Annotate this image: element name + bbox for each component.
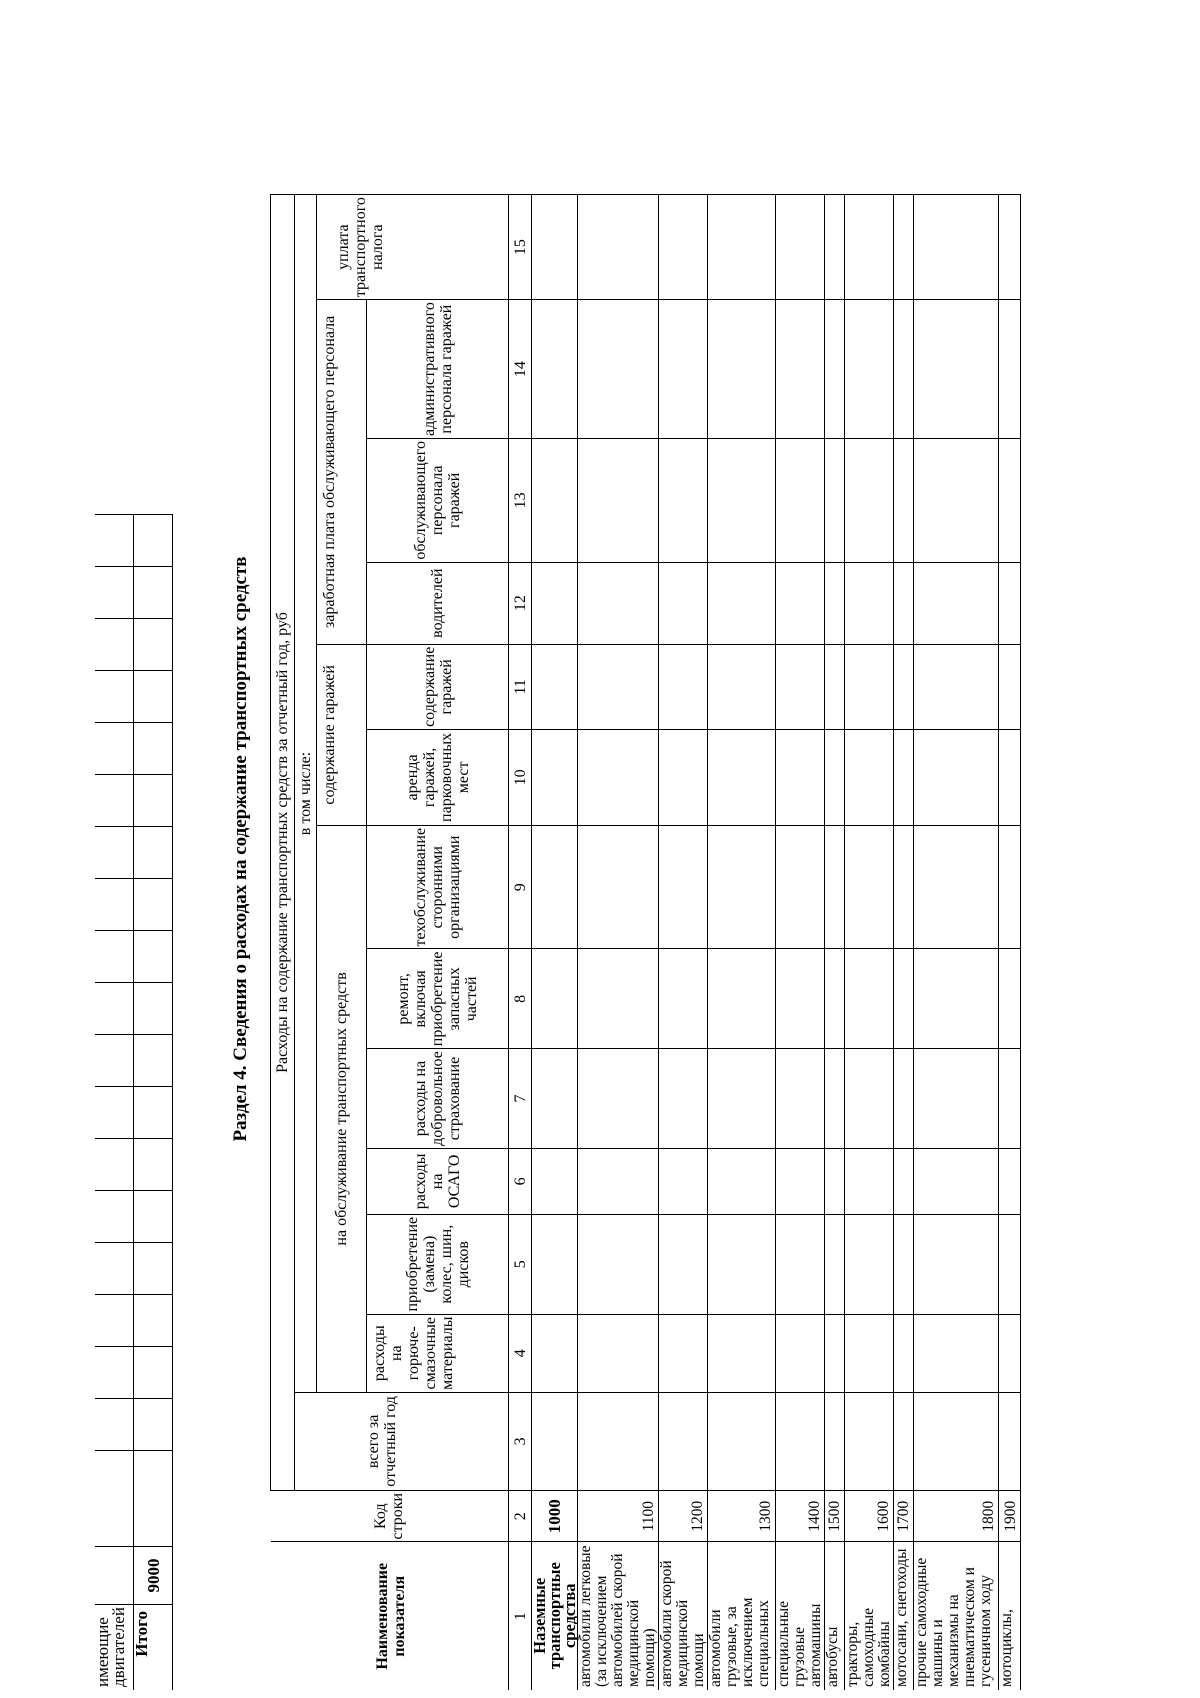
input-cell[interactable] bbox=[845, 644, 894, 729]
input-cell[interactable] bbox=[776, 195, 825, 300]
input-cell[interactable] bbox=[532, 1214, 578, 1314]
input-cell[interactable] bbox=[578, 949, 659, 1049]
input-cell[interactable] bbox=[999, 562, 1021, 644]
total-label: Итого bbox=[134, 1605, 173, 1690]
input-cell[interactable] bbox=[825, 562, 845, 644]
input-cell[interactable] bbox=[532, 1049, 578, 1149]
input-cell[interactable] bbox=[708, 949, 776, 1049]
row-name: автомобили грузовые, за исключением специальных bbox=[708, 1542, 776, 1690]
column-header-code: Код строки bbox=[271, 1490, 509, 1542]
column-header-salary: заработная плата обслуживающего персонала bbox=[317, 300, 367, 645]
header-row bbox=[295, 195, 317, 1690]
column-number: 3 bbox=[509, 1392, 532, 1490]
input-cell[interactable] bbox=[659, 1314, 708, 1392]
input-cell[interactable] bbox=[825, 1214, 845, 1314]
column-header-garages: содержание гаражей bbox=[317, 644, 367, 825]
row-name: специальные грузовые автомашины bbox=[776, 1542, 825, 1690]
input-cell[interactable] bbox=[914, 729, 999, 825]
previous-section-table bbox=[95, 514, 173, 1690]
column-header-fuel: расходы на горюче-смазочные материалы bbox=[367, 1314, 509, 1392]
column-number-row bbox=[509, 195, 532, 1690]
input-cell[interactable] bbox=[532, 1392, 578, 1490]
input-cell[interactable] bbox=[825, 1148, 845, 1214]
input-cell[interactable] bbox=[825, 1314, 845, 1392]
input-cell[interactable] bbox=[578, 1392, 659, 1490]
input-cell[interactable] bbox=[708, 1214, 776, 1314]
input-cell[interactable] bbox=[914, 195, 999, 300]
input-cell[interactable] bbox=[845, 949, 894, 1049]
input-cell[interactable] bbox=[776, 729, 825, 825]
input-cell[interactable] bbox=[659, 825, 708, 949]
row-code: 1200 bbox=[659, 1490, 708, 1542]
input-cell[interactable] bbox=[914, 1049, 999, 1149]
input-cell[interactable] bbox=[845, 1314, 894, 1392]
column-header-including: в том числе: bbox=[295, 195, 317, 1393]
input-cell[interactable] bbox=[845, 195, 894, 300]
input-cell[interactable] bbox=[999, 300, 1021, 439]
input-cell[interactable] bbox=[845, 300, 894, 439]
column-number: 15 bbox=[509, 195, 532, 300]
row-code: 1700 bbox=[894, 1490, 914, 1542]
input-cell[interactable] bbox=[659, 1049, 708, 1149]
input-cell[interactable] bbox=[825, 949, 845, 1049]
input-cell[interactable] bbox=[659, 949, 708, 1049]
input-cell[interactable] bbox=[659, 562, 708, 644]
table-row bbox=[999, 195, 1021, 1690]
vehicle-expenses-table bbox=[270, 194, 1021, 1690]
input-cell[interactable] bbox=[825, 1392, 845, 1490]
input-cell[interactable] bbox=[894, 1314, 914, 1392]
input-cell[interactable] bbox=[894, 1049, 914, 1149]
input-cell[interactable] bbox=[532, 1314, 578, 1392]
input-cell[interactable] bbox=[659, 1392, 708, 1490]
input-cell[interactable] bbox=[532, 1148, 578, 1214]
table-row bbox=[894, 195, 914, 1690]
row-code: 1000 bbox=[532, 1490, 578, 1542]
column-header-drivers: водителей bbox=[367, 562, 509, 644]
column-header-maintenance: на обслуживание транспортных средств bbox=[317, 825, 367, 1392]
input-cell[interactable] bbox=[532, 644, 578, 729]
input-cell[interactable] bbox=[532, 300, 578, 439]
input-cell[interactable] bbox=[578, 439, 659, 563]
row-name: мотоциклы, bbox=[999, 1542, 1021, 1690]
column-number: 9 bbox=[509, 825, 532, 949]
input-cell[interactable] bbox=[825, 1049, 845, 1149]
input-cell[interactable] bbox=[914, 825, 999, 949]
column-number: 2 bbox=[509, 1490, 532, 1542]
input-cell[interactable] bbox=[659, 195, 708, 300]
input-cell[interactable] bbox=[999, 1148, 1021, 1214]
input-cell[interactable] bbox=[894, 729, 914, 825]
column-header-repair: ремонт, включая приобретение запасных частей bbox=[367, 949, 509, 1049]
table-row bbox=[134, 515, 173, 1690]
input-cell[interactable] bbox=[999, 644, 1021, 729]
column-number: 10 bbox=[509, 729, 532, 825]
input-cell[interactable] bbox=[708, 1314, 776, 1392]
column-header-service-staff: обслуживающего персонала гаражей bbox=[367, 439, 509, 563]
column-header-tires: приобретение (замена) колес, шин, дисков bbox=[367, 1214, 509, 1314]
table-row bbox=[708, 195, 776, 1690]
input-cell[interactable] bbox=[999, 195, 1021, 300]
column-header-service: техобслуживание сторонними организациями bbox=[367, 825, 509, 949]
input-cell[interactable] bbox=[999, 1314, 1021, 1392]
input-cell[interactable] bbox=[776, 644, 825, 729]
input-cell[interactable] bbox=[999, 825, 1021, 949]
input-cell[interactable] bbox=[776, 1148, 825, 1214]
input-cell[interactable] bbox=[825, 825, 845, 949]
input-cell[interactable] bbox=[532, 825, 578, 949]
input-cell[interactable] bbox=[914, 1148, 999, 1214]
column-header-expenses: Расходы на содержание транспортных средств за отчетный год, руб bbox=[271, 195, 295, 1491]
input-cell[interactable] bbox=[845, 562, 894, 644]
table-row bbox=[825, 195, 845, 1690]
row-name: автобусы bbox=[825, 1542, 845, 1690]
row-code: 1800 bbox=[914, 1490, 999, 1542]
input-cell[interactable] bbox=[708, 1049, 776, 1149]
section-title: Раздел 4. Сведения о расходах на содержание транспортных средств bbox=[230, 556, 251, 1142]
column-number: 14 bbox=[509, 300, 532, 439]
row-code: 1500 bbox=[825, 1490, 845, 1542]
row-name: прочие самоходные машины и механизмы на пневматическом и гусеничном ходу bbox=[914, 1542, 999, 1690]
input-cell[interactable] bbox=[708, 562, 776, 644]
input-cell[interactable] bbox=[776, 949, 825, 1049]
input-cell[interactable] bbox=[894, 949, 914, 1049]
column-number: 8 bbox=[509, 949, 532, 1049]
input-cell[interactable] bbox=[845, 1392, 894, 1490]
input-cell[interactable] bbox=[708, 644, 776, 729]
column-number: 6 bbox=[509, 1148, 532, 1214]
input-cell[interactable] bbox=[578, 1148, 659, 1214]
input-cell[interactable] bbox=[708, 300, 776, 439]
table-row bbox=[578, 195, 659, 1690]
input-cell[interactable] bbox=[894, 562, 914, 644]
input-cell[interactable] bbox=[999, 729, 1021, 825]
input-cell[interactable] bbox=[914, 300, 999, 439]
row-code: 1100 bbox=[578, 1490, 659, 1542]
input-cell[interactable] bbox=[914, 439, 999, 563]
table-row bbox=[95, 515, 134, 1690]
input-cell[interactable] bbox=[578, 1049, 659, 1149]
input-cell[interactable] bbox=[532, 562, 578, 644]
input-cell[interactable] bbox=[659, 1148, 708, 1214]
input-cell[interactable] bbox=[999, 439, 1021, 563]
input-cell[interactable] bbox=[894, 300, 914, 439]
input-cell[interactable] bbox=[825, 644, 845, 729]
table-row bbox=[776, 195, 825, 1690]
input-cell[interactable] bbox=[776, 300, 825, 439]
table-row bbox=[914, 195, 999, 1690]
row-code: 1600 bbox=[845, 1490, 894, 1542]
input-cell[interactable] bbox=[776, 825, 825, 949]
column-header-garage-upkeep: содержание гаражей bbox=[367, 644, 509, 729]
input-cell[interactable] bbox=[894, 195, 914, 300]
input-cell[interactable] bbox=[845, 825, 894, 949]
column-number: 1 bbox=[509, 1542, 532, 1690]
column-number: 11 bbox=[509, 644, 532, 729]
input-cell[interactable] bbox=[578, 1314, 659, 1392]
input-cell[interactable] bbox=[894, 1214, 914, 1314]
column-header-tax: уплата транспортного налога bbox=[317, 195, 509, 300]
input-cell[interactable] bbox=[708, 195, 776, 300]
input-cell[interactable] bbox=[914, 644, 999, 729]
input-cell[interactable] bbox=[578, 562, 659, 644]
input-cell[interactable] bbox=[999, 1214, 1021, 1314]
table-row bbox=[659, 195, 708, 1690]
column-number: 13 bbox=[509, 439, 532, 563]
row-code: 1300 bbox=[708, 1490, 776, 1542]
input-cell[interactable] bbox=[914, 562, 999, 644]
column-header-total: всего за отчетный год bbox=[295, 1392, 509, 1490]
row-code: 1400 bbox=[776, 1490, 825, 1542]
input-cell[interactable] bbox=[532, 949, 578, 1049]
input-cell[interactable] bbox=[776, 562, 825, 644]
total-code: 9000 bbox=[134, 1547, 173, 1605]
row-name: автомобили легковые (за исключением автомобилей скорой медицинской помощи) bbox=[578, 1542, 659, 1690]
row-name: мотосани, снегоходы bbox=[894, 1542, 914, 1690]
input-cell[interactable] bbox=[578, 1214, 659, 1314]
input-cell[interactable] bbox=[708, 439, 776, 563]
input-cell[interactable] bbox=[894, 1148, 914, 1214]
input-cell[interactable] bbox=[825, 195, 845, 300]
input-cell[interactable] bbox=[999, 1049, 1021, 1149]
row-code: 1900 bbox=[999, 1490, 1021, 1542]
column-header-admin-staff: административного персонала гаражей bbox=[367, 300, 509, 439]
input-cell[interactable] bbox=[914, 1392, 999, 1490]
column-header-osago: расходы на ОСАГО bbox=[367, 1148, 509, 1214]
continued-name-line: имеющие bbox=[93, 1617, 112, 1687]
column-number: 7 bbox=[509, 1049, 532, 1149]
input-cell[interactable] bbox=[708, 1148, 776, 1214]
input-cell[interactable] bbox=[845, 1148, 894, 1214]
row-name: тракторы, самоходные комбайны bbox=[845, 1542, 894, 1690]
input-cell[interactable] bbox=[708, 1392, 776, 1490]
input-cell[interactable] bbox=[578, 195, 659, 300]
input-cell[interactable] bbox=[845, 1049, 894, 1149]
input-cell[interactable] bbox=[659, 1214, 708, 1314]
input-cell[interactable] bbox=[708, 825, 776, 949]
input-cell[interactable] bbox=[845, 439, 894, 563]
input-cell[interactable] bbox=[776, 1392, 825, 1490]
input-cell[interactable] bbox=[999, 949, 1021, 1049]
input-cell[interactable] bbox=[776, 1214, 825, 1314]
input-cell[interactable] bbox=[914, 1314, 999, 1392]
input-cell[interactable] bbox=[708, 729, 776, 825]
input-cell[interactable] bbox=[659, 729, 708, 825]
input-cell[interactable] bbox=[825, 729, 845, 825]
column-number: 12 bbox=[509, 562, 532, 644]
input-cell[interactable] bbox=[578, 825, 659, 949]
input-cell[interactable] bbox=[532, 439, 578, 563]
continued-name-line: двигателей bbox=[109, 1607, 128, 1687]
input-cell[interactable] bbox=[532, 729, 578, 825]
column-number: 4 bbox=[509, 1314, 532, 1392]
input-cell[interactable] bbox=[532, 195, 578, 300]
row-name: автомобили скорой медицинской помощи bbox=[659, 1542, 708, 1690]
input-cell[interactable] bbox=[578, 300, 659, 439]
input-cell[interactable] bbox=[578, 644, 659, 729]
column-header-name: Наименование показателя bbox=[271, 1542, 509, 1690]
input-cell[interactable] bbox=[776, 1049, 825, 1149]
input-cell[interactable] bbox=[894, 1392, 914, 1490]
input-cell[interactable] bbox=[825, 439, 845, 563]
column-header-insurance: расходы на добровольное страхование bbox=[367, 1049, 509, 1149]
input-cell[interactable] bbox=[845, 729, 894, 825]
table-row bbox=[845, 195, 894, 1690]
input-cell[interactable] bbox=[659, 644, 708, 729]
input-cell[interactable] bbox=[914, 1214, 999, 1314]
input-cell[interactable] bbox=[894, 439, 914, 563]
input-cell[interactable] bbox=[659, 300, 708, 439]
input-cell[interactable] bbox=[578, 729, 659, 825]
continued-name-cell bbox=[95, 1605, 134, 1690]
column-number: 5 bbox=[509, 1214, 532, 1314]
input-cell[interactable] bbox=[894, 825, 914, 949]
input-cell[interactable] bbox=[825, 300, 845, 439]
input-cell[interactable] bbox=[845, 1214, 894, 1314]
table-body bbox=[532, 195, 1021, 1690]
input-cell[interactable] bbox=[659, 439, 708, 563]
row-name: Наземные транспортные средства bbox=[532, 1542, 578, 1690]
table-row bbox=[532, 195, 578, 1690]
input-cell[interactable] bbox=[894, 644, 914, 729]
input-cell[interactable] bbox=[776, 439, 825, 563]
input-cell[interactable] bbox=[999, 1392, 1021, 1490]
input-cell[interactable] bbox=[776, 1314, 825, 1392]
input-cell[interactable] bbox=[914, 949, 999, 1049]
header-row bbox=[271, 195, 295, 1690]
column-header-garage-rent: аренда гаражей, парковочных мест bbox=[367, 729, 509, 825]
